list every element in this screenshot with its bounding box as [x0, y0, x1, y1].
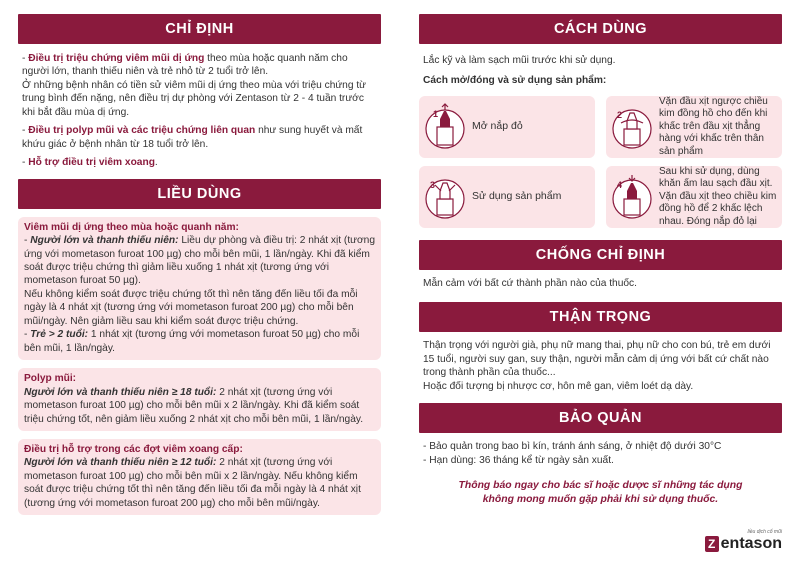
dose-line: - Người lớn và thanh thiếu niên: Liều dự phòng và điều trị: 2 nhát xịt (tương ứng với mometason furoat 100 µg) cho mỗi bên mũi, 1 lần/ngày. Khi đã kiểm soát được triệu chứng thì giảm liều xuống 1 nhát xịt (tương ứng với mometason furoat 50 µg).: [24, 235, 375, 287]
zentason-logo: [705, 529, 782, 552]
dose-box-title: Polyp mũi:: [24, 373, 77, 385]
dose-box-title: Viêm mũi dị ứng theo mùa hoặc quanh năm:: [24, 221, 239, 233]
logo-mark-icon: Z: [705, 536, 719, 552]
than-trong-body: [419, 339, 782, 393]
dose-line: Người lớn và thanh thiếu niên ≥ 12 tuổi: 2 nhát xịt (tương ứng với mometason furoat 100 µg) cho mỗi bên mũi x 2 lần/ngày. Nếu không kiểm soát được triệu chứng tốt thì nên tăng đến liều tối đa mỗi ngày là 4 nhát xịt (tương ứng với mometason furoat 200 µg) cho mỗi bên mũi/ngày.: [24, 457, 361, 509]
usage-step-text: Vặn đầu xịt ngược chiều kim đồng hồ cho đến khi khấc trên đầu xịt thẳng hàng với khấc trên thân sản phẩm: [659, 95, 768, 157]
lieu-dung-header: LIỀU DÙNG: [18, 179, 381, 209]
svg-text:3: 3: [430, 179, 436, 190]
cach-dung-intro: Lắc kỹ và làm sạch mũi trước khi sử dụng.: [423, 55, 616, 66]
logo-name: entason: [720, 535, 782, 552]
bao-quan-l1: - Bảo quản trong bao bì kín, tránh ánh sáng, ở nhiệt độ dưới 30°C: [423, 441, 722, 453]
bao-quan-body: [419, 440, 782, 467]
dose-box-allergic-rhinitis: [18, 217, 381, 361]
chi-dinh-p1: - Điều trị triệu chứng viêm mũi dị ứng theo mùa hoặc quanh năm cho người lớn, thanh thiếu niên và trẻ nhỏ từ 2 tuổi trở lên.: [22, 53, 348, 78]
cach-dung-header: CÁCH DÙNG: [419, 14, 782, 44]
dose-line: Nếu không kiểm soát được triệu chứng tốt thì nên tăng đến liều tối đa mỗi ngày là 4 nhát xịt (tương ứng với mometason furoat 200 µg) cho mỗi bên mũi/ngày. Nên giảm liều sau khi kiểm soát được triệu chứng.: [24, 288, 358, 327]
chi-dinh-p2: Ở những bệnh nhân có tiền sử viêm mũi dị ứng theo mùa với triệu chứng từ trung bình đến nặng, nên điều trị dự phòng với Zentason từ 2 - 4 tuần trước khi bắt đầu mùa dị ứng.: [22, 79, 366, 118]
twist-nozzle-icon: [611, 101, 653, 153]
usage-step-3: [419, 166, 595, 228]
svg-text:4: 4: [617, 179, 623, 190]
left-column: [18, 14, 381, 523]
usage-steps: [419, 96, 782, 228]
open-cap-icon: [424, 101, 466, 153]
than-trong-header: THẬN TRỌNG: [419, 302, 782, 332]
bao-quan-l2: - Hạn dùng: 36 tháng kể từ ngày sản xuất.: [423, 454, 614, 466]
usage-step-text: Sử dụng sản phẩm: [472, 190, 562, 203]
dose-box-sinusitis: [18, 439, 381, 515]
than-trong-p1: Thận trọng với người già, phụ nữ mang thai, phụ nữ cho con bú, trẻ em dưới 15 tuổi, người suy gan, suy thận, người mẫn cảm dị ứng với bất cứ chất nào trong thành phần của thuốc...: [423, 340, 771, 379]
dose-line: Người lớn và thanh thiếu niên ≥ 18 tuổi: 2 nhát xịt (tương ứng với mometason furoat 100 µg) cho mỗi bên mũi x 2 lần/ngày. Khi đã kiểm soát triệu chứng tốt, nên giảm liều xuống 2 nhát xịt cho mỗi bên mũi, 1 lần/ngày.: [24, 386, 364, 425]
usage-step-text: Sau khi sử dụng, dùng khăn ấm lau sạch đầu xịt. Vặn đầu xịt theo chiều kim đồng hồ để 2 khấc lệch nhau. Đóng nắp đỏ lại: [659, 165, 777, 227]
chi-dinh-highlight-1: Điều trị triệu chứng viêm mũi dị ứng: [28, 53, 205, 64]
chong-chi-dinh-header: CHỐNG CHỈ ĐỊNH: [419, 240, 782, 270]
logo-tagline: liều dịch cổ mũi: [747, 529, 782, 536]
chi-dinh-body: [18, 44, 381, 170]
usage-step-2: [606, 96, 782, 158]
chi-dinh-highlight-3: Hỗ trợ điều trị viêm xoang: [28, 157, 155, 169]
chi-dinh-p4: - Hỗ trợ điều trị viêm xoang.: [22, 157, 158, 169]
right-column: [419, 14, 782, 507]
usage-step-4: [606, 166, 782, 228]
dose-box-title: Điều trị hỗ trợ trong các đợt viêm xoang cấp:: [24, 443, 243, 455]
dose-box-nasal-polyp: [18, 368, 381, 431]
chong-chi-dinh-text: Mẫn cảm với bất cứ thành phần nào của thuốc.: [423, 277, 637, 289]
dose-line: - Trẻ > 2 tuổi: 1 nhát xịt (tương ứng với mometason furoat 50 µg) cho mỗi bên mũi, 1 lần/ngày.: [24, 329, 360, 354]
use-spray-icon: [424, 171, 466, 223]
usage-step-text: Mở nắp đỏ: [472, 120, 523, 133]
bao-quan-header: BẢO QUẢN: [419, 403, 782, 433]
svg-text:2: 2: [617, 109, 623, 120]
svg-text:1: 1: [433, 108, 439, 119]
close-cap-icon: [611, 171, 653, 223]
chi-dinh-highlight-2: Điều trị polyp mũi và các triệu chứng liên quan: [28, 125, 256, 137]
cach-dung-subtitle: Cách mở/đóng và sử dụng sản phẩm:: [423, 75, 607, 87]
usage-step-1: [419, 96, 595, 158]
chi-dinh-p3: - Điều trị polyp mũi và các triệu chứng liên quan như sung huyết và mất khứu giác ở bệnh nhân từ 18 tuổi trở lên.: [22, 125, 363, 150]
than-trong-p2: Hoặc đối tượng bị nhược cơ, hôn mê gan, viêm loét dạ dày.: [423, 380, 694, 392]
chi-dinh-header: CHỈ ĐỊNH: [18, 14, 381, 44]
adverse-effect-notice: Thông báo ngay cho bác sĩ hoặc dược sĩ những tác dụng không mong muốn gặp phải khi sử dụng thuốc.: [458, 480, 743, 506]
